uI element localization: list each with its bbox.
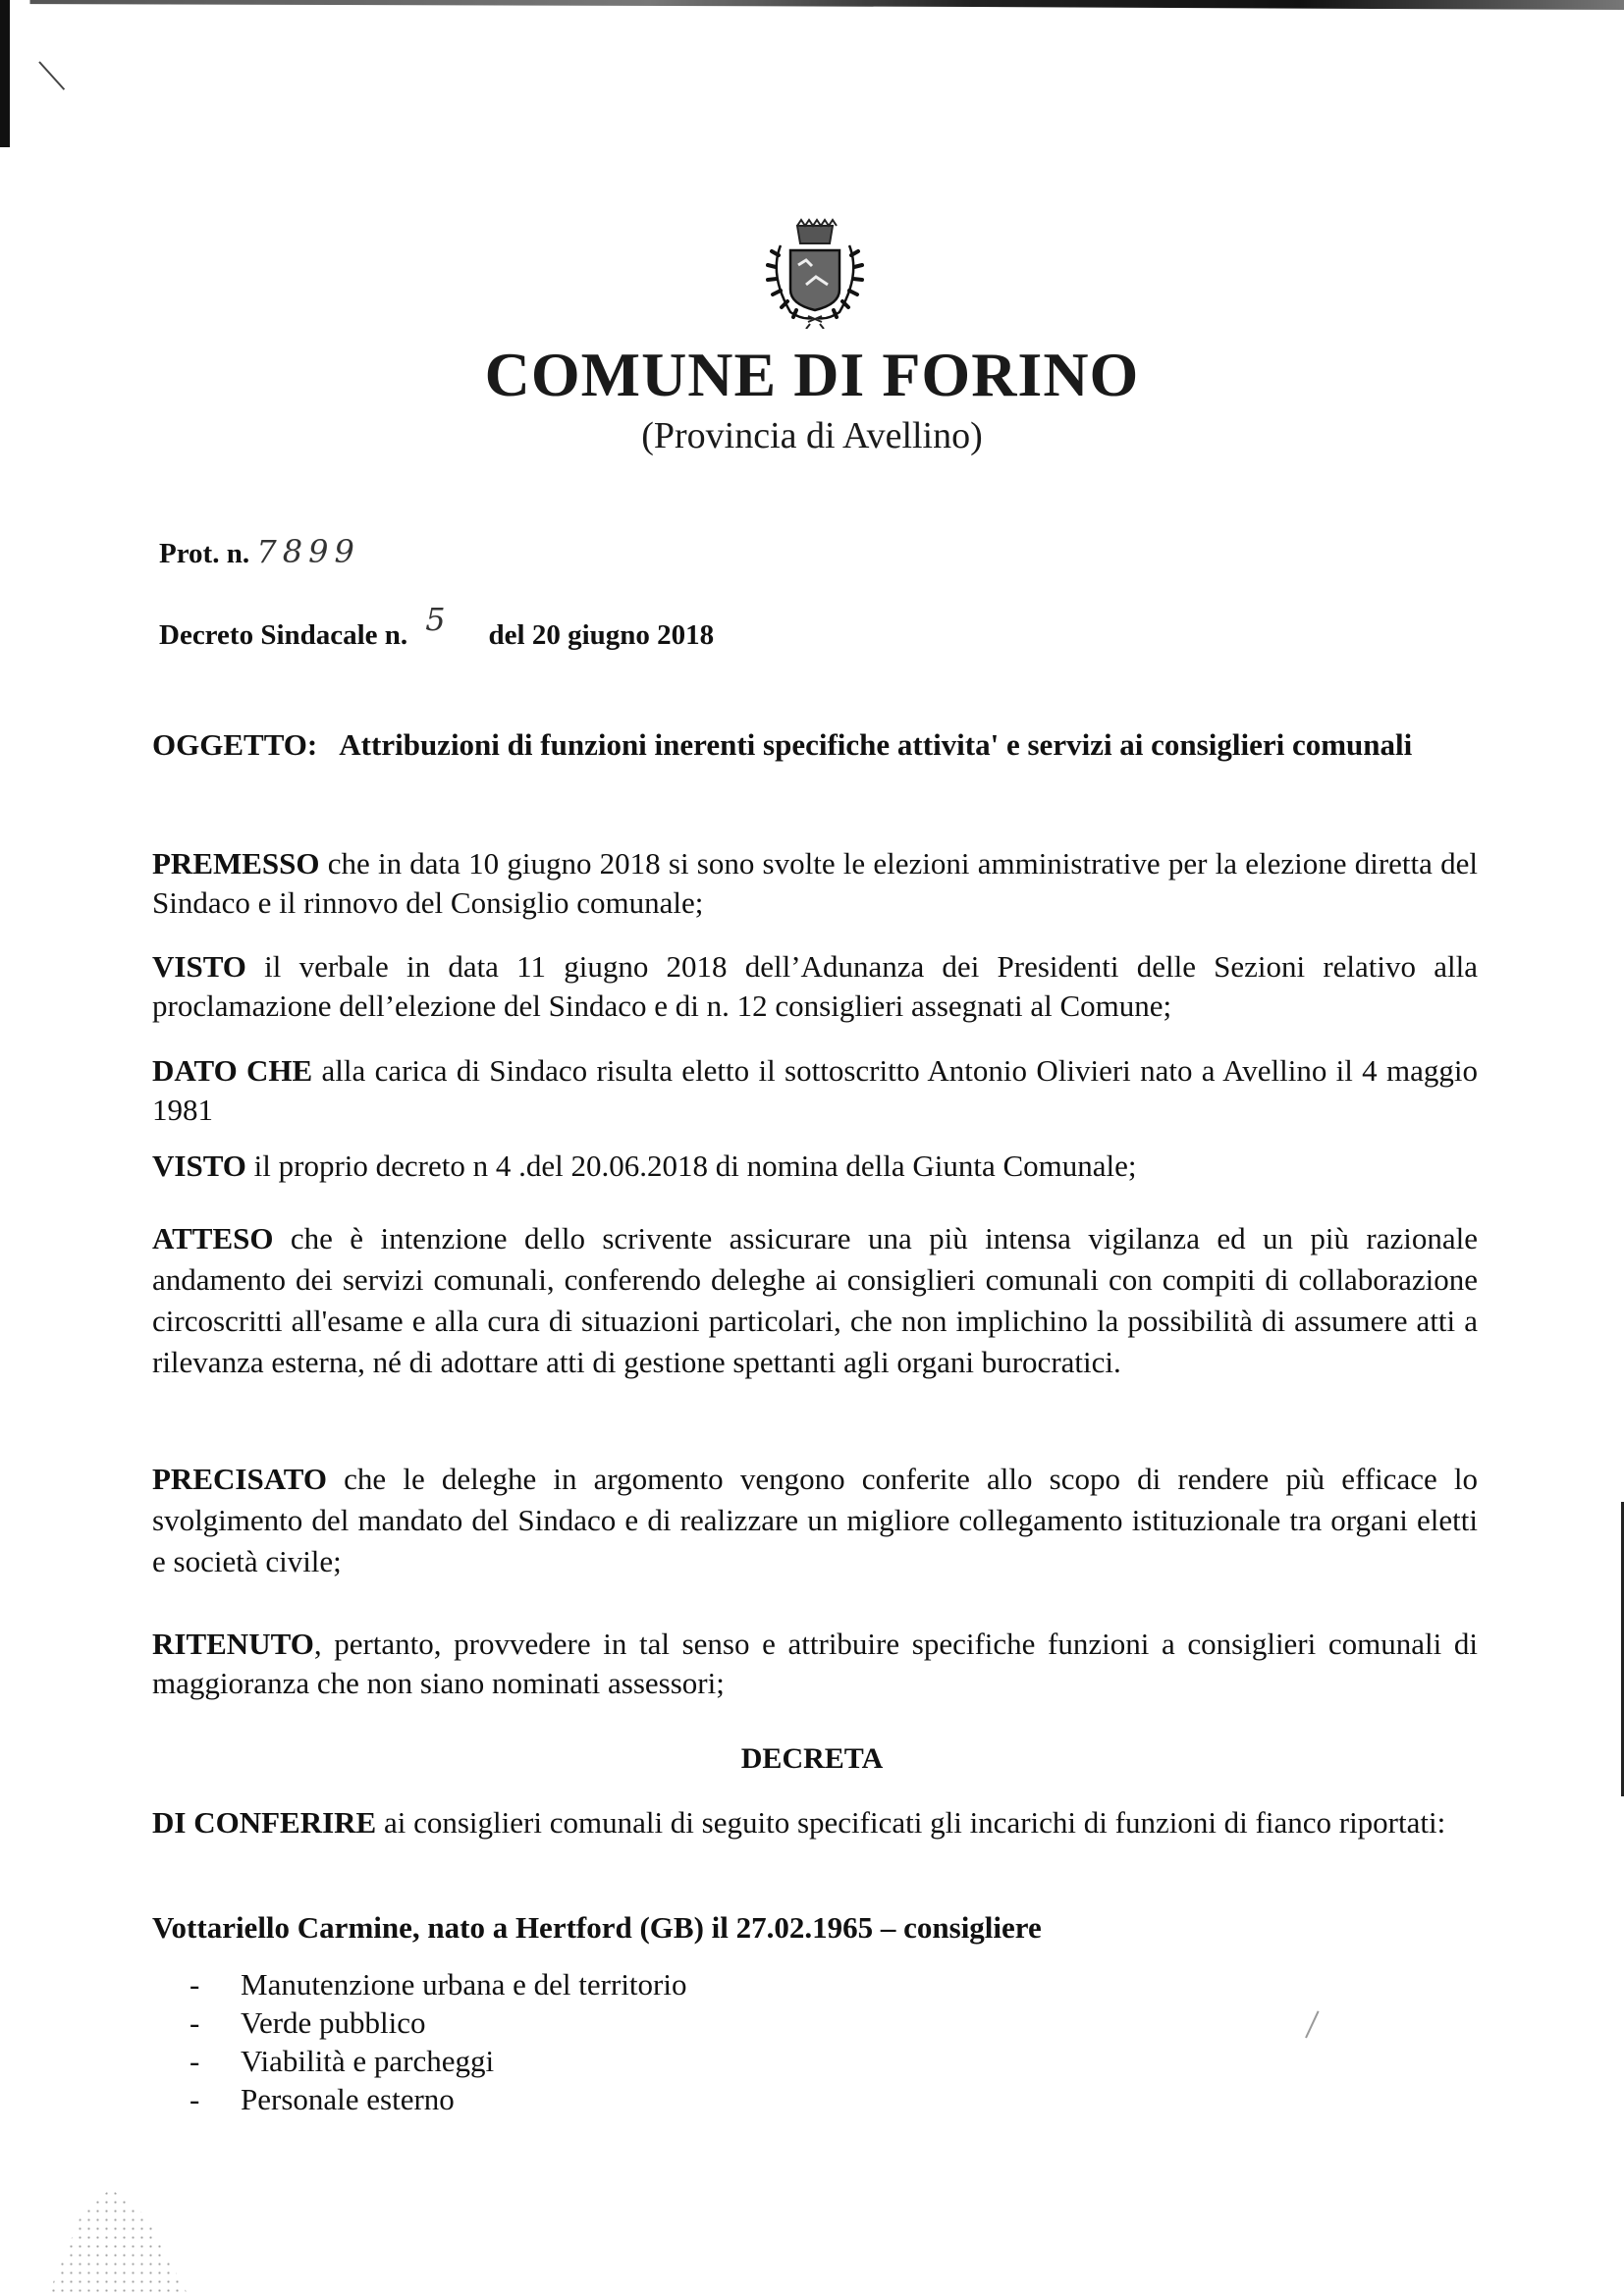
duties-list [152, 1965, 686, 2118]
paragraph-text: il proprio decreto n 4 .del 20.06.2018 di nomina della Giunta Comunale; [245, 1148, 1137, 1183]
province-subtitle: (Provincia di Avellino) [641, 415, 983, 456]
protocol-number [159, 533, 360, 570]
bullet: - [189, 2005, 200, 2040]
list-item [152, 1965, 686, 2003]
paragraph-dato-che [152, 1051, 1478, 1130]
decree-reference [159, 601, 715, 652]
councillor-name: Vottariello Carmine, nato a Hertford (GB) il 27.02.1965 – consigliere [152, 1910, 1042, 1945]
list-item [152, 2003, 686, 2042]
subject-label: OGGETTO: [152, 727, 318, 762]
paragraph-visto-decreto [152, 1147, 1478, 1186]
protocol-number-value: 7899 [256, 533, 360, 570]
scan-mark [1305, 2010, 1319, 2038]
protocol-label: Prot. n. [159, 538, 250, 569]
duty-label: Verde pubblico [241, 2005, 426, 2040]
paragraph-text: , pertanto, provvedere in tal senso e attribuire specifiche funzioni a consiglieri comunali di maggioranza che non siano nominati assessori; [152, 1627, 1478, 1700]
bullet: - [189, 2082, 200, 2116]
paragraph-text: ai consiglieri comunali di seguito specificati gli incarichi di funzioni di fianco riportati: [376, 1805, 1446, 1840]
paragraph-lead: VISTO [152, 949, 246, 984]
duty-label: Personale esterno [241, 2082, 455, 2116]
coat-of-arms-icon [751, 206, 879, 329]
scan-border-left [0, 0, 10, 147]
paragraph-lead: ATTESO [152, 1221, 274, 1255]
scan-border-top [0, 0, 1624, 10]
paragraph-lead: PRECISATO [152, 1462, 328, 1496]
bullet: - [189, 1967, 200, 2002]
paragraph-text: che è intenzione dello scrivente assicurare una più intensa vigilanza ed un più razionale andamento dei servizi comunali, conferendo deleghe ai consiglieri comunali con compiti di collaborazione circoscritti all'esame e alla cura di situazioni particolari, che non implichino la possibilità di assumere atti a rilevanza esterna, né di adottare atti di gestione spettanti agli organi burocratici. [152, 1221, 1478, 1379]
duty-label: Manutenzione urbana e del territorio [241, 1967, 687, 2002]
paragraph-lead: VISTO [152, 1148, 246, 1183]
decree-number-value: 5 [425, 601, 452, 638]
paragraph-lead: DI CONFERIRE [152, 1805, 377, 1840]
bullet: - [189, 2044, 200, 2078]
decree-date: del 20 giugno 2018 [488, 619, 715, 651]
paragraph-premesso [152, 844, 1478, 923]
paragraph-text: alla carica di Sindaco risulta eletto il sottoscritto Antonio Olivieri nato a Avellino il 4 maggio 1981 [152, 1053, 1478, 1127]
paragraph-ritenuto [152, 1625, 1478, 1703]
paragraph-precisato [152, 1459, 1478, 1582]
duty-label: Viabilità e parcheggi [241, 2044, 495, 2078]
scan-mark [38, 61, 65, 90]
paragraph-visto-verbale [152, 947, 1478, 1026]
paragraph-lead: DATO CHE [152, 1053, 313, 1088]
subject [152, 726, 1478, 764]
paragraph-di-conferire [152, 1803, 1478, 1842]
paragraph-atteso [152, 1218, 1478, 1383]
paragraph-text: che in data 10 giugno 2018 si sono svolte le elezioni amministrative per la elezione diretta del Sindaco e il rinnovo del Consiglio comunale; [152, 846, 1478, 920]
list-item [152, 2042, 686, 2080]
paragraph-lead: RITENUTO [152, 1627, 314, 1661]
decree-label: Decreto Sindacale n. [159, 619, 408, 651]
decreta-heading: DECRETA [740, 1742, 884, 1775]
subject-text: Attribuzioni di funzioni inerenti specifiche attivita' e servizi ai consiglieri comunali [339, 727, 1413, 762]
municipality-title: COMUNE DI FORINO [484, 340, 1140, 409]
list-item [152, 2080, 686, 2118]
paragraph-text: che le deleghe in argomento vengono conferite allo scopo di rendere più efficace lo svolgimento del mandato del Sindaco e di realizzare un migliore collegamento istituzionale tra organi eletti e società civile; [152, 1462, 1478, 1578]
scan-dot-pattern [49, 2189, 187, 2292]
paragraph-lead: PREMESSO [152, 846, 320, 881]
paragraph-text: il verbale in data 11 giugno 2018 dell’Adunanza dei Presidenti delle Sezioni relativo alla proclamazione dell’elezione del Sindaco e di n. 12 consiglieri assegnati al Comune; [152, 949, 1478, 1023]
